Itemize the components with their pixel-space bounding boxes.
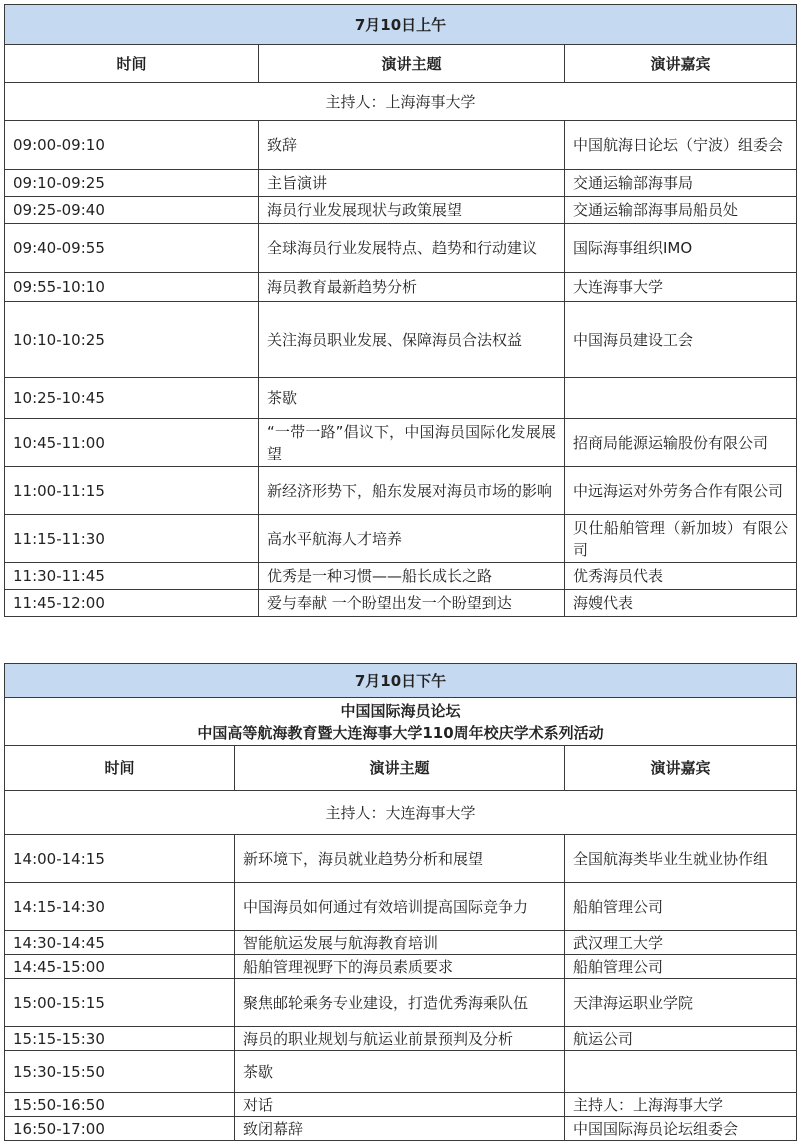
morning-header-row xyxy=(5,45,797,83)
speaker-cell xyxy=(565,378,797,419)
speaker-cell xyxy=(565,1051,797,1093)
afternoon-schedule-table xyxy=(4,663,797,1141)
table-row xyxy=(5,1093,797,1117)
table-row xyxy=(5,835,797,883)
time-cell: 15:50-16:50 xyxy=(5,1093,235,1117)
table-row xyxy=(5,563,797,590)
topic-cell: 海员的职业规划与航运业前景预判及分析 xyxy=(235,1027,565,1051)
time-cell: 09:55-10:10 xyxy=(5,273,259,302)
time-cell: 11:30-11:45 xyxy=(5,563,259,590)
time-cell: 16:50-17:00 xyxy=(5,1117,235,1141)
speaker-cell: 招商局能源运输股份有限公司 xyxy=(565,419,797,467)
topic-cell: 高水平航海人才培养 xyxy=(259,515,565,563)
forum-activity: 中国高等航海教育暨大连海事大学110周年校庆学术系列活动 xyxy=(197,723,604,742)
topic-cell: 主旨演讲 xyxy=(259,170,565,197)
speaker-cell: 船舶管理公司 xyxy=(565,955,797,979)
morning-schedule-table xyxy=(4,4,797,617)
topic-cell: 新经济形势下，船东发展对海员市场的影响 xyxy=(259,467,565,515)
header-speaker: 演讲嘉宾 xyxy=(565,45,797,83)
time-cell: 09:25-09:40 xyxy=(5,197,259,224)
table-row xyxy=(5,378,797,419)
time-cell: 14:45-15:00 xyxy=(5,955,235,979)
morning-host: 主持人：上海海事大学 xyxy=(5,83,797,121)
topic-cell: 致辞 xyxy=(259,121,565,170)
speaker-cell: 海嫂代表 xyxy=(565,590,797,617)
afternoon-subtitle xyxy=(5,698,797,746)
speaker-cell: 全国航海类毕业生就业协作组 xyxy=(565,835,797,883)
table-row xyxy=(5,197,797,224)
header-time: 时间 xyxy=(5,45,259,83)
table-row xyxy=(5,979,797,1027)
topic-cell: 茶歇 xyxy=(259,378,565,419)
speaker-cell: 大连海事大学 xyxy=(565,273,797,302)
topic-cell: 对话 xyxy=(235,1093,565,1117)
speaker-cell: 主持人：上海海事大学 xyxy=(565,1093,797,1117)
time-cell: 11:45-12:00 xyxy=(5,590,259,617)
table-row xyxy=(5,170,797,197)
header-topic: 演讲主题 xyxy=(235,746,565,791)
speaker-cell: 交通运输部海事局船员处 xyxy=(565,197,797,224)
table-row xyxy=(5,1051,797,1093)
time-cell: 11:15-11:30 xyxy=(5,515,259,563)
speaker-cell: 国际海事组织IMO xyxy=(565,224,797,273)
topic-cell: 爱与奉献 一个盼望出发一个盼望到达 xyxy=(259,590,565,617)
speaker-cell: 中国航海日论坛（宁波）组委会 xyxy=(565,121,797,170)
table-row xyxy=(5,931,797,955)
table-row xyxy=(5,467,797,515)
forum-name: 中国国际海员论坛 xyxy=(340,701,461,720)
table-row xyxy=(5,883,797,931)
topic-cell: 新环境下，海员就业趋势分析和展望 xyxy=(235,835,565,883)
time-cell: 15:15-15:30 xyxy=(5,1027,235,1051)
topic-cell: 致闭幕辞 xyxy=(235,1117,565,1141)
topic-cell: 船舶管理视野下的海员素质要求 xyxy=(235,955,565,979)
speaker-cell: 中国国际海员论坛组委会 xyxy=(565,1117,797,1141)
speaker-cell: 天津海运职业学院 xyxy=(565,979,797,1027)
speaker-cell: 中远海运对外劳务合作有限公司 xyxy=(565,467,797,515)
table-row xyxy=(5,419,797,467)
afternoon-host-row xyxy=(5,791,797,835)
table-row xyxy=(5,121,797,170)
topic-cell: 全球海员行业发展特点、趋势和行动建议 xyxy=(259,224,565,273)
time-cell: 09:10-09:25 xyxy=(5,170,259,197)
time-cell: 14:30-14:45 xyxy=(5,931,235,955)
time-cell: 15:00-15:15 xyxy=(5,979,235,1027)
topic-cell: 茶歇 xyxy=(235,1051,565,1093)
time-cell: 10:45-11:00 xyxy=(5,419,259,467)
table-row xyxy=(5,273,797,302)
speaker-cell: 武汉理工大学 xyxy=(565,931,797,955)
speaker-cell: 中国海员建设工会 xyxy=(565,302,797,378)
afternoon-title-row xyxy=(5,664,797,698)
table-row xyxy=(5,515,797,563)
topic-cell: 海员教育最新趋势分析 xyxy=(259,273,565,302)
topic-cell: 优秀是一种习惯——船长成长之路 xyxy=(259,563,565,590)
time-cell: 15:30-15:50 xyxy=(5,1051,235,1093)
topic-cell: 海员行业发展现状与政策展望 xyxy=(259,197,565,224)
header-time: 时间 xyxy=(5,746,235,791)
topic-cell: 智能航运发展与航海教育培训 xyxy=(235,931,565,955)
afternoon-header-row xyxy=(5,746,797,791)
header-topic: 演讲主题 xyxy=(259,45,565,83)
speaker-cell: 船舶管理公司 xyxy=(565,883,797,931)
table-row xyxy=(5,224,797,273)
morning-host-row xyxy=(5,83,797,121)
afternoon-subtitle-row xyxy=(5,698,797,746)
afternoon-title: 7月10日下午 xyxy=(5,664,797,698)
morning-title: 7月10日上午 xyxy=(5,5,797,45)
table-row xyxy=(5,1117,797,1141)
topic-cell: 聚焦邮轮乘务专业建设，打造优秀海乘队伍 xyxy=(235,979,565,1027)
table-row xyxy=(5,1027,797,1051)
speaker-cell: 航运公司 xyxy=(565,1027,797,1051)
time-cell: 09:40-09:55 xyxy=(5,224,259,273)
header-speaker: 演讲嘉宾 xyxy=(565,746,797,791)
time-cell: 14:15-14:30 xyxy=(5,883,235,931)
topic-cell: 关注海员职业发展、保障海员合法权益 xyxy=(259,302,565,378)
speaker-cell: 优秀海员代表 xyxy=(565,563,797,590)
speaker-cell: 贝仕船舶管理（新加坡）有限公司 xyxy=(565,515,797,563)
table-row xyxy=(5,302,797,378)
time-cell: 10:10-10:25 xyxy=(5,302,259,378)
morning-title-row xyxy=(5,5,797,45)
time-cell: 11:00-11:15 xyxy=(5,467,259,515)
table-row xyxy=(5,590,797,617)
speaker-cell: 交通运输部海事局 xyxy=(565,170,797,197)
time-cell: 10:25-10:45 xyxy=(5,378,259,419)
afternoon-host: 主持人：大连海事大学 xyxy=(5,791,797,835)
table-row xyxy=(5,955,797,979)
topic-cell: 中国海员如何通过有效培训提高国际竞争力 xyxy=(235,883,565,931)
time-cell: 14:00-14:15 xyxy=(5,835,235,883)
topic-cell: “一带一路”倡议下，中国海员国际化发展展望 xyxy=(259,419,565,467)
time-cell: 09:00-09:10 xyxy=(5,121,259,170)
